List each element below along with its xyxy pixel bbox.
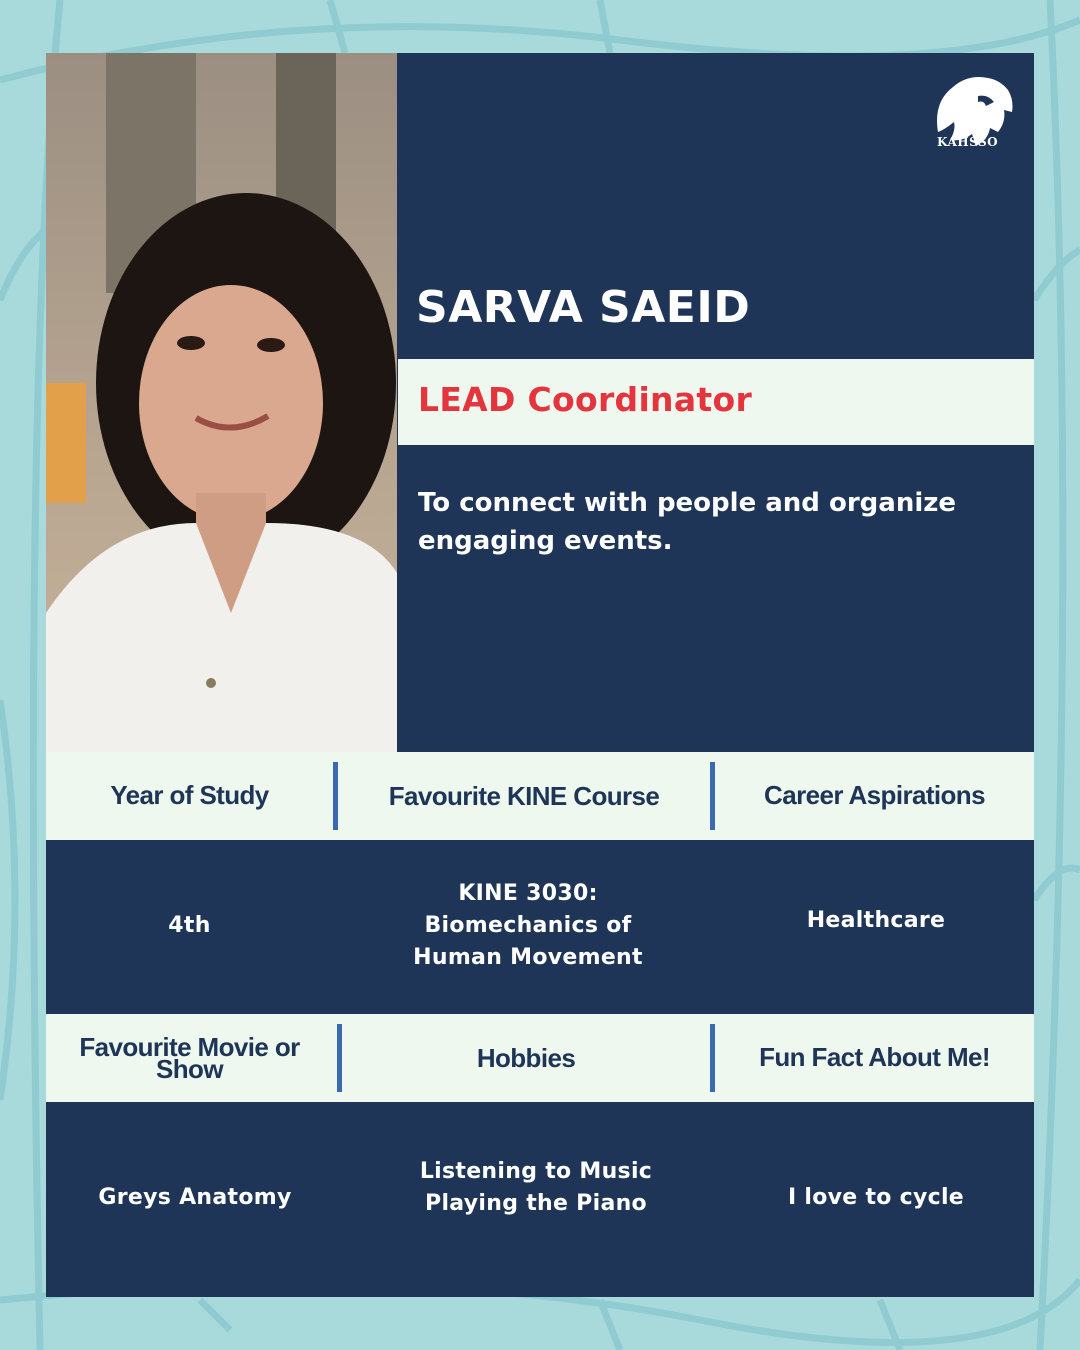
header-movie-line: Show: [156, 1054, 223, 1084]
header-fun-fact: Fun Fact About Me!: [759, 1042, 990, 1072]
value-course-line: KINE 3030:: [458, 881, 598, 906]
goal-statement: To connect with people and organize engaging events.: [418, 488, 957, 556]
person-name: SARVA SAEID: [416, 282, 751, 333]
value-hobby-line: Listening to Music: [419, 1159, 653, 1184]
logo-text: KAHSSO: [937, 135, 999, 149]
value-course: [338, 878, 718, 974]
header-favourite-course: Favourite KINE Course: [388, 781, 660, 811]
header-career-aspirations: Career Aspirations: [764, 780, 985, 810]
value-course-line: Human Movement: [413, 945, 643, 970]
header-favourite-movie: [46, 1032, 333, 1084]
value-movie: Greys Anatomy: [98, 1185, 292, 1210]
value-hobby-line: Playing the Piano: [425, 1191, 647, 1216]
header-movie-line: Favourite Movie or: [79, 1032, 300, 1062]
header-year-of-study: Year of Study: [110, 780, 269, 810]
profile-photo: [46, 53, 397, 752]
header-hobbies: Hobbies: [476, 1043, 576, 1073]
value-hobbies: [342, 1156, 730, 1220]
value-year: 4th: [168, 913, 211, 938]
value-fun-fact: I love to cycle: [787, 1185, 965, 1210]
role-title: LEAD Coordinator: [418, 380, 753, 419]
value-career: Healthcare: [806, 908, 946, 933]
value-course-line: Biomechanics of: [424, 913, 632, 938]
